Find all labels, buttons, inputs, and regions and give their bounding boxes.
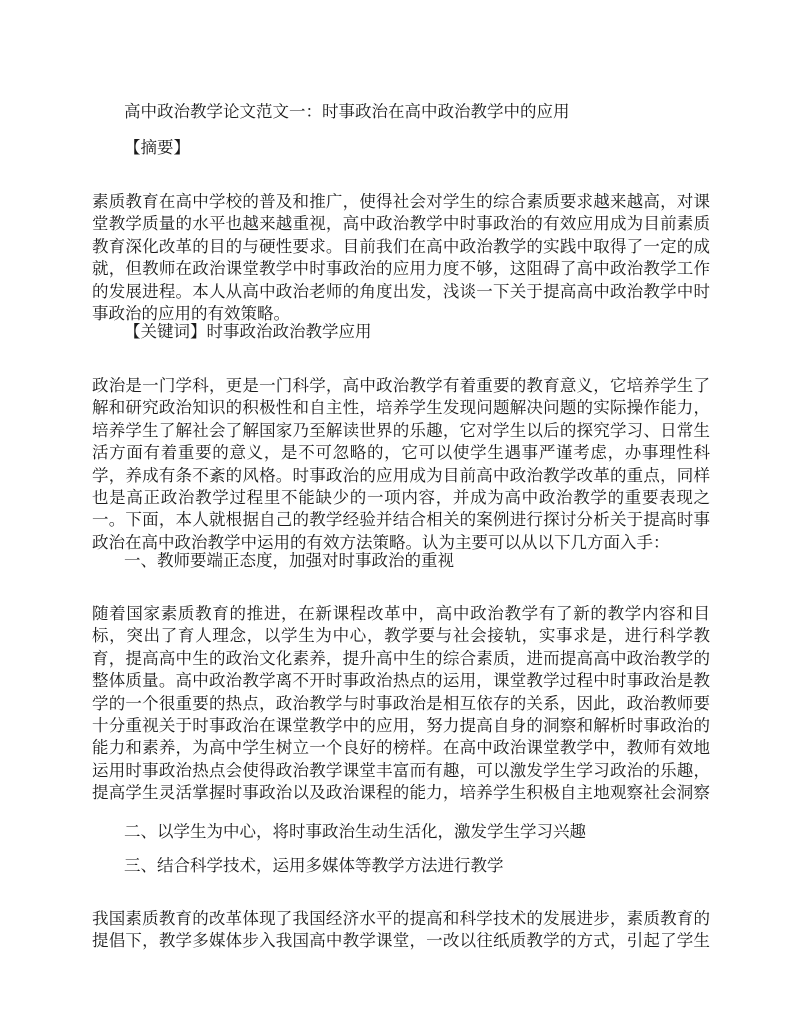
section-3-paragraph: 我国素质教育的改革体现了我国经济水平的提高和科学技术的发展进步，素质教育的提倡下，教学多媒体步入我国高中教学课堂，一改以往纸质教学的方式，引起了学生 — [92, 909, 710, 951]
section-2-heading: 二、以学生为中心，将时事政治生动生活化，激发学生学习兴趣 — [124, 822, 586, 841]
keywords-line: 【关键词】时事政治政治教学应用 — [124, 322, 372, 341]
document-title: 高中政治教学论文范文一：时事政治在高中政治教学中的应用 — [124, 102, 570, 121]
section-1-paragraph: 随着国家素质教育的推进，在新课程改革中，高中政治教学有了新的教学内容和目标，突出了育人理念，以学生为中心，教学要与社会接轨，实事求是，进行科学教育，提高高中生的政治文化素养，提升高中生的综合素质，进而提高高中政治教学的整体质量。高中政治教学离不开时事政治热点的运用，课堂教学过程中时事政治是教学的一个很重要的热点，政治教学与时事政治是相互依存的关系，因此，政治教师要十分重视关于时事政治在课堂教学中的应用，努力提高自身的洞察和解析时事政治的能力和素养，为高中学生树立一个良好的榜样。在高中政治课堂教学中，教师有效地运用时事政治热点会使得政治教学课堂丰富而有趣，可以激发学生学习政治的乐趣，提高学生灵活掌握时事政治以及政治课程的能力，培养学生积极自主地观察社会洞察 — [92, 604, 710, 803]
section-3-heading: 三、结合科学技术，运用多媒体等教学方法进行教学 — [124, 856, 504, 875]
abstract-heading: 【摘要】 — [124, 138, 190, 157]
intro-paragraph: 政治是一门学科，更是一门科学，高中政治教学有着重要的教育意义，它培养学生了解和研究政治知识的积极性和自主性，培养学生发现问题解决问题的实际操作能力，培养学生了解社会了解国家乃至解读世界的乐趣，它对学生以后的探究学习、日常生活方面有着重要的意义，是不可忽略的，它可以使学生遇事严谨考虑，办事理性科学，养成有条不紊的风格。时事政治的应用成为目前高中政治教学改革的重点，同样也是高正政治教学过程里不能缺少的一项内容，并成为高中政治教学的重要表现之一。下面，本人就根据自己的教学经验并结合相关的案例进行探讨分析关于提高时事政治在高中政治教学中运用的有效方法策略。认为主要可以从以下几方面入手： — [92, 376, 710, 552]
abstract-paragraph: 素质教育在高中学校的普及和推广，使得社会对学生的综合素质要求越来越高，对课堂教学质量的水平也越来越重视，高中政治教学中时事政治的有效应用成为目前素质教育深化改革的目的与硬性要求。目前我们在高中政治教学的实践中取得了一定的成就，但教师在政治课堂教学中时事政治的应用力度不够，这阻碍了高中政治教学工作的发展进程。本人从高中政治老师的角度出发，浅谈一下关于提高高中政治教学中时事政治的应用的有效策略。 — [92, 192, 710, 324]
section-1-heading: 一、教师要端正态度，加强对时事政治的重视 — [124, 551, 454, 570]
